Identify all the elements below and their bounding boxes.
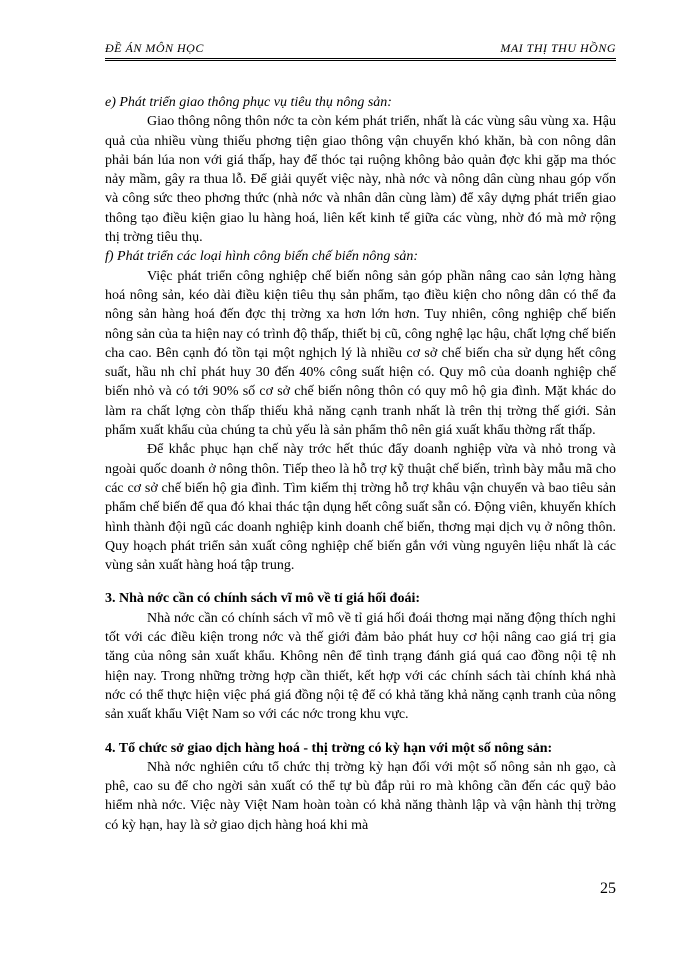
page-number: 25 [600, 880, 616, 897]
paragraph-e: Giao thông nông thôn nớc ta còn kém phát triển, nhất là các vùng sâu vùng xa. Hậu quả của nhiều vùng thiếu phơng tiện giao thông vận chuyển khó khăn, bà con nông dân phải bán lúa non với giá thấp, hay để thóc tại ruộng không bảo quản đợc khi gặp ma thóc nảy mầm, gây ra thua lỗ. Để giải quyết việc này, nhà nớc và nông dân cùng nhau góp vốn và công sức theo phơng thức (nhà nớc và nhân dân cùng làm) để xây dựng phát triển giao thông tạo điều kiện giao lu hàng hoá, liên kết kinh tế giữa các vùng, nhờ đó mà mở rộng thị trờng tiêu thụ. [105, 114, 616, 246]
paragraph-f1: Việc phát triển công nghiệp chế biến nông sản góp phần nâng cao sản lợng hàng hoá nông sản, kéo dài điều kiện tiêu thụ sản phẩm, tạo điều kiện cho nông dân có thể đa nông sản hàng hoá đến đợc thị trờng xa hơn lớn hơn. Tuy nhiên, công nghiệp chế biến nông sản của ta hiện nay có trình độ thấp, thiết bị cũ, công nghệ lạc hậu, chất lợng chế biến cha cao. Bên cạnh đó tồn tại một nghịch lý là nhiều cơ sở chế biến cha sử dụng hết công suất, hầu nh chỉ phát huy 30 đến 40% công suất hiện có. Quy mô của doanh nghiệp chế biến nhỏ và có tới 90% số cơ sở chế biến nông thôn có quy mô hộ gia đình. Mặt khác do làm ra chất lợng còn thấp thiếu khả năng cạnh tranh nhất là trên thị trờng thế giới. Sản phẩm xuất khẩu của chúng ta chủ yếu là sản phẩm thô nên giá xuất khẩu thờng rất thấp. [105, 268, 616, 439]
page-body [105, 93, 616, 835]
page-header [105, 38, 616, 61]
subsection-e-title: e) Phát triển giao thông phục vụ tiêu thụ nông sản: [105, 95, 392, 110]
header-author-name: MAI THỊ THU HỒNG [500, 41, 616, 55]
section-3-heading: 3. Nhà nớc cần có chính sách vĩ mô về tỉ giá hối đoái: [105, 591, 420, 607]
section-4-heading: 4. Tổ chức sở giao dịch hàng hoá - thị trờng có kỳ hạn với một số nông sản: [105, 740, 553, 756]
paragraph-3: Nhà nớc cần có chính sách vĩ mô về tỉ giá hối đoái thơng mại năng động thích nghi tốt với các điều kiện trong nớc và thế giới đảm bảo phát huy cơ hội nâng cao giá trị gia tăng của nông sản xuất khẩu. Không nên để tình trạng đánh giá quá cao đồng nội tệ nh hiện nay. Trong những trờng hợp cần thiết, kết hợp với các chính sách tài chính khá nhà nớc có thể thực hiện việc phá giá đồng nội tệ để có khả tăng khả năng cạnh tranh của nông sản xuất khẩu Việt Nam so với các nớc trong khu vực. [105, 610, 616, 723]
header-course-title: ĐỀ ÁN MÔN HỌC [105, 41, 204, 55]
paragraph-f2: Để khắc phục hạn chế này trớc hết thúc đẩy doanh nghiệp vừa và nhỏ trong và ngoài quốc doanh ở nông thôn. Tiếp theo là hỗ trợ kỹ thuật chế biến, trình bày mẫu mã cho các cơ sở chế biến hộ gia đình. Tìm kiếm thị trờng hỗ trợ khâu vận chuyển và bao tiêu sản phẩm chế biến để qua đó khai thác tận dụng hết công suất sẵn có. Động viên, khuyến khích hình thành đội ngũ các doanh nghiệp kinh doanh chế biến, thơng mại dịch vụ ở nông thôn. Quy hoạch phát triển sản xuất công nghiệp chế biến gắn với vùng nguyên liệu nhất là các vùng sản xuất hàng hoá tập trung. [105, 442, 616, 574]
paragraph-4: Nhà nớc nghiên cứu tổ chức thị trờng kỳ hạn đối với một số nông sản nh gạo, cà phê, cao su để cho ngời sản xuất có thể tự bù đắp rủi ro mà không cần đến các quỹ bảo hiểm nhà nớc. Việc này Việt Nam hoàn toàn có khả năng thành lập và vận hành thị trờng có kỳ hạn, hay là sở giao dịch hàng hoá khi mà [105, 759, 616, 833]
subsection-f-title: f) Phát triển các loại hình công biến chế biến nông sản: [105, 249, 418, 265]
